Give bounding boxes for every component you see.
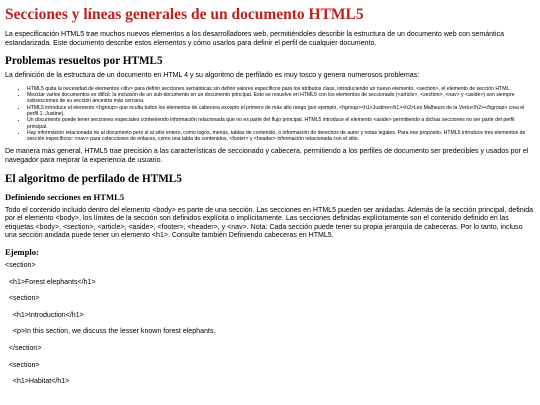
list-item: • HTML5 quita la necesidad de elementos <div> para definir secciones semánticas sin definir valores específicos para los atributos class, introduciendo un nuevo elemento, <section>, el elemento de sección HTML. <box>27 86 535 92</box>
subheading-defining-sections: Definiendo secciones en HTML5 <box>5 191 125 202</box>
problems-closing-paragraph: De manera más general, HTML5 trae precisión a las características de seccionado y cabecera, permitiendo a los perfiles de documento ser predecibles y usados por el navegador para mejorar la experiencia de usuario. <box>5 148 529 165</box>
code-line: <h1>Forest elephants</h1> <box>5 278 96 286</box>
list-item: • HTML5 introduce el elemento <hgroup> que oculta todos los elementos de cabecera excepto el primero de más alto rango (por ejemplo, <hgroup><h1>Justine</h1><h2>Les Malheurs de la Vertu</h2></hgroup> crea el perfil 1. Justine). <box>27 105 535 118</box>
example-heading: Ejemplo: <box>5 247 39 258</box>
code-line: <section> <box>5 361 40 369</box>
section-heading-algorithm: El algoritmo de perfilado de HTML5 <box>5 172 182 185</box>
code-line: <section> <box>5 295 40 303</box>
list-item: • Mezclar varios documentos es difícil: la inclusión de un sub-documento en un documento principal. Esto se resuelve en HTML5 con los elementos de seccionado (<article>, <section>, <nav> y <aside>) son siempre subsecciones de su sección ancestra más cercana. <box>27 92 535 105</box>
intro-paragraph: La especificación HTML5 trae muchos nuevos elementos a los desarrolladores web, permitiéndoles describir la estructura de un documento web con semántica estandarizada. Este documento describe estos elementos y cómo usarlos para definir el perfil de cualquier documento. <box>5 31 505 47</box>
problems-list <box>5 86 535 143</box>
page-title: Secciones y líneas generales de un documento HTML5 <box>5 6 364 23</box>
list-item: • Hay información relacionada no al documento pero si al sitio entero, como logos, menús, tablas de contenido, o información de derechos de autor y notas legales. Para ese propósito, HTML5 introduce tres elementos de sección específicos: <nav> para colecciones de enlaces, como una tabla de contenidos, <footer> y <header> información relacionada con el sitio. <box>27 130 535 143</box>
defining-sections-paragraph: Todo el contenido incluido dentro del elemento <body> es parte de una sección. Las secciones en HTML5 pueden ser anidadas. Además de la sección principal, definida por el elemento <body>, los límites de la sección son definidos explícita o implícitamente. Las secciones definidas explícitamente son el contenido definido en las etiquetas <body>, <section>, <article>, <aside>, <footer>, <header>, y <nav>. Nota: Cada sección puede tener su propia jerarquía de cabeceras. Por lo tanto, incluso una sección anidada puede tener un elemento <h1>. Consulte también Definiendo cabeceras en HTML5. <box>5 206 534 240</box>
code-line: <section> <box>5 262 36 270</box>
list-item: • Un documento puede tener secciones especiales conteniendo información relacionada que no es parte del flujo principal. HTML5 introduce el elemento <aside> permitiendo a dichas secciones no ser parte del perfil principal. <box>27 117 535 130</box>
code-line: <p>In this section, we discuss the lesser known forest elephants. <box>5 328 216 336</box>
problems-lead-paragraph: La definición de la estructura de un documento en HTML 4 y su algoritmo de perfilado es muy tosco y genera numerosos problemas: <box>5 72 420 80</box>
code-line: <h1>Habitat</h1> <box>5 378 70 386</box>
code-line: </section> <box>5 344 42 352</box>
code-line: <h1>Introduction</h1> <box>5 311 84 319</box>
section-heading-problems: Problemas resueltos por HTML5 <box>5 55 163 68</box>
code-example <box>5 262 535 387</box>
